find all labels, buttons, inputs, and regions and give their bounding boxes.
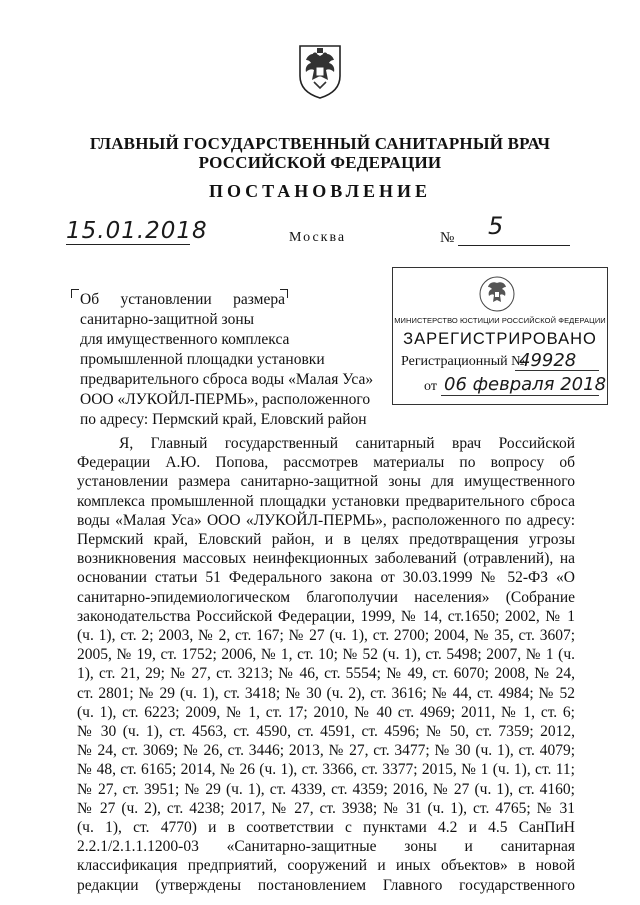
title-line: по адресу: Пермский край, Еловский район xyxy=(80,411,367,428)
stamp-ministry: МИНИСТЕРСТВО ЮСТИЦИИ РОССИЙСКОЙ ФЕДЕРАЦИИ xyxy=(394,316,606,325)
title-line: для имущественного комплекса xyxy=(80,331,290,348)
organization-title-line2: РОССИЙСКОЙ ФЕДЕРАЦИИ xyxy=(198,153,442,172)
document-city: Москва xyxy=(289,230,347,245)
body-line: классификация предприятий, сооружений и иных объектов» в новой xyxy=(77,857,575,875)
body-line: Я, Главный государственный санитарный врач Российской xyxy=(119,435,575,452)
body-line: № 27 (ч. 2), ст. 4238; 2017, № 27, ст. 3938; № 31 (ч. 1), ст. 4765; № 31 xyxy=(77,799,575,817)
body-line: Федерации А.Ю. Попова, рассмотрев материалы по вопросу об xyxy=(77,454,575,472)
body-line: санитарно-эпидемиологическом благополучии населения» (Собрание xyxy=(77,588,575,606)
title-line: предварительного сброса воды «Малая Уса» xyxy=(80,371,374,388)
document-title xyxy=(80,290,374,430)
registration-stamp xyxy=(392,267,608,405)
body-line: установлении размера санитарно-защитной зоны для имущественного xyxy=(77,473,575,491)
document-body xyxy=(77,434,575,895)
body-line: № 24, ст. 3069; № 26, ст. 3446; 2013, № 27, ст. 3477; № 30 (ч. 1), ст. 4079; xyxy=(77,742,575,760)
stamp-from-label: от xyxy=(424,379,437,394)
document-type-heading: ПОСТАНОВЛЕНИЕ xyxy=(208,181,432,201)
body-line: редакции (утверждены постановлением Главного государственного xyxy=(77,876,575,894)
body-line: комплекса промышленной площадки установки предварительного сброса xyxy=(77,492,575,510)
body-line: 1), ст. 21, 29; № 27, ст. 3213; № 46, ст. 5554; № 49, ст. 6070; 2008, № 24, xyxy=(77,665,575,683)
stamp-date: 06 февраля 2018 xyxy=(444,374,607,395)
body-line: № 30 (ч. 1), ст. 4563, ст. 4590, ст. 4591, ст. 4596; № 50, ст. 7359; 2012, xyxy=(77,723,575,741)
stamp-number-underline xyxy=(515,370,599,371)
title-line: Об установлении размера xyxy=(80,291,285,308)
body-line: ст. 2801; № 29 (ч. 1), ст. 3418; № 30 (ч. 2), ст. 3616; № 44, ст. 4984; № 52 xyxy=(77,684,575,702)
body-line: № 27, ст. 3951; № 29 (ч. 1), ст. 4339, ст. 4359; 2016, № 27 (ч. 1), ст. 4160; xyxy=(77,780,575,798)
body-line: (ч. 1), ст. 4770) и в соответствии с пунктами 4.2 и 4.5 СанПиН xyxy=(77,819,575,837)
stamp-reg-number-label: Регистрационный № xyxy=(401,354,525,369)
body-line: законодательства Российской Федерации, 1999, № 14, ст.1650; 2002, № 1 xyxy=(77,607,575,625)
body-line: воды «Малая Уса» ООО «ЛУКОЙЛ-ПЕРМЬ», расположенного по адресу: xyxy=(77,511,575,529)
body-line: 2.2.1/2.1.1.1200-03 «Санитарно-защитные зоны и санитарная xyxy=(77,838,575,856)
body-line: (ч. 1), ст. 6223; 2009, № 1, ст. 17; 2010, № 40 ст. 4969; 2011, № 1, ст. 6; xyxy=(77,703,575,721)
stamp-status: ЗАРЕГИСТРИРОВАНО xyxy=(403,330,597,348)
stamp-date-underline xyxy=(441,395,599,396)
stamp-reg-number: 49928 xyxy=(519,350,577,371)
document-date: 15.01.2018 xyxy=(66,218,208,244)
body-line: (ч. 1), ст. 2; 2003, № 2, ст. 167; № 27 (ч. 1), ст. 2700; 2004, № 35, ст. 3607; xyxy=(77,627,575,645)
body-line: 2005, № 19, ст. 1752; 2006, № 1, ст. 10; № 52 (ч. 1), ст. 5498; 2007, № 1 (ч. xyxy=(77,646,575,664)
date-underline xyxy=(66,244,190,245)
title-line: ООО «ЛУКОЙЛ-ПЕРМЬ», расположенного xyxy=(80,391,371,408)
number-underline xyxy=(458,245,570,246)
title-line: промышленной площадки установки xyxy=(80,351,325,368)
title-bracket-left xyxy=(71,289,79,298)
document-number-label: № xyxy=(440,230,455,246)
organization-title-line1: ГЛАВНЫЙ ГОСУДАРСТВЕННЫЙ САНИТАРНЫЙ ВРАЧ xyxy=(89,134,551,153)
russian-coat-of-arms-icon xyxy=(294,42,346,100)
body-line: Пермский край, Еловский район, и в целях предотвращения угрозы xyxy=(77,531,575,549)
document-number: 5 xyxy=(488,212,504,240)
body-line: № 48, ст. 6165; 2014, № 26 (ч. 1), ст. 3366, ст. 3377; 2015, № 1 (ч. 1), ст. 11; xyxy=(77,761,575,779)
title-line: санитарно-защитной зоны xyxy=(80,311,255,328)
body-line: возникновения массовых неинфекционных заболеваний (отравлений), на xyxy=(77,550,575,568)
ministry-emblem-icon xyxy=(477,274,517,314)
body-line: основании статьи 51 Федерального закона от 30.03.1999 № 52-ФЗ «О xyxy=(77,569,575,587)
